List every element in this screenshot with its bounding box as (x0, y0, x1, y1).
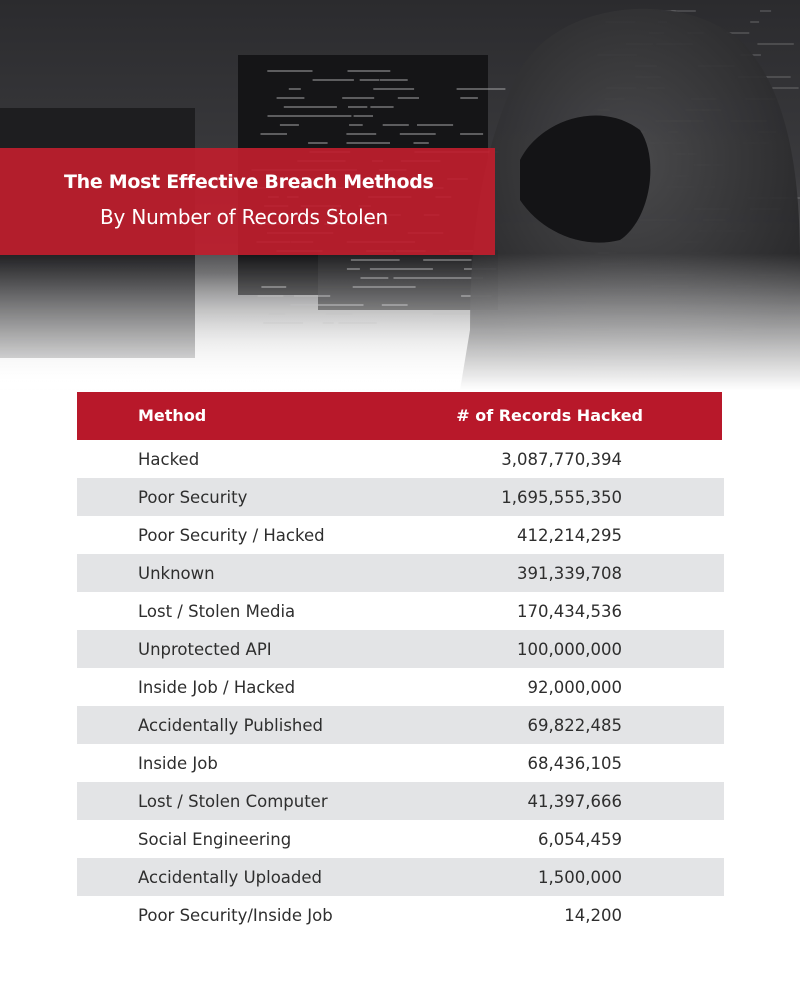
column-header-method: Method (138, 406, 207, 425)
records-cell: 1,500,000 (538, 868, 622, 887)
records-cell: 170,434,536 (517, 602, 622, 621)
table-row (77, 706, 724, 744)
records-cell: 3,087,770,394 (501, 450, 622, 469)
method-cell: Hacked (138, 450, 200, 469)
records-cell: 6,054,459 (538, 830, 622, 849)
table-row (77, 630, 724, 668)
table-row (77, 516, 724, 554)
records-cell: 92,000,000 (527, 678, 622, 697)
table-row (77, 858, 724, 896)
records-cell: 412,214,295 (517, 526, 622, 545)
title-banner (0, 148, 495, 255)
records-cell: 14,200 (564, 906, 622, 925)
method-cell: Poor Security / Hacked (138, 526, 325, 545)
records-cell: 391,339,708 (517, 564, 622, 583)
method-cell: Unknown (138, 564, 215, 583)
table-body (77, 440, 724, 934)
column-header-records: # of Records Hacked (456, 406, 643, 425)
method-cell: Unprotected API (138, 640, 272, 659)
records-cell: 41,397,666 (527, 792, 622, 811)
method-cell: Lost / Stolen Media (138, 602, 296, 621)
table-header (77, 392, 722, 440)
method-cell: Poor Security (138, 488, 248, 507)
breach-methods-table (77, 392, 724, 934)
records-cell: 68,436,105 (527, 754, 622, 773)
table-row (77, 554, 724, 592)
method-cell: Inside Job (138, 754, 218, 773)
table-row (77, 440, 724, 478)
method-cell: Accidentally Uploaded (138, 868, 323, 887)
table-row (77, 782, 724, 820)
table-row (77, 820, 724, 858)
method-cell: Accidentally Published (138, 716, 324, 735)
table-row (77, 668, 724, 706)
page-subtitle: By Number of Records Stolen (100, 205, 389, 229)
records-cell: 69,822,485 (527, 716, 622, 735)
page-title: The Most Effective Breach Methods (64, 171, 434, 193)
table-row (77, 592, 724, 630)
table-row (77, 744, 724, 782)
records-cell: 100,000,000 (517, 640, 622, 659)
method-cell: Social Engineering (138, 830, 292, 849)
method-cell: Lost / Stolen Computer (138, 792, 328, 811)
method-cell: Inside Job / Hacked (138, 678, 296, 697)
method-cell: Poor Security/Inside Job (138, 906, 333, 925)
records-cell: 1,695,555,350 (501, 488, 622, 507)
table-row (77, 896, 724, 934)
table-row (77, 478, 724, 516)
